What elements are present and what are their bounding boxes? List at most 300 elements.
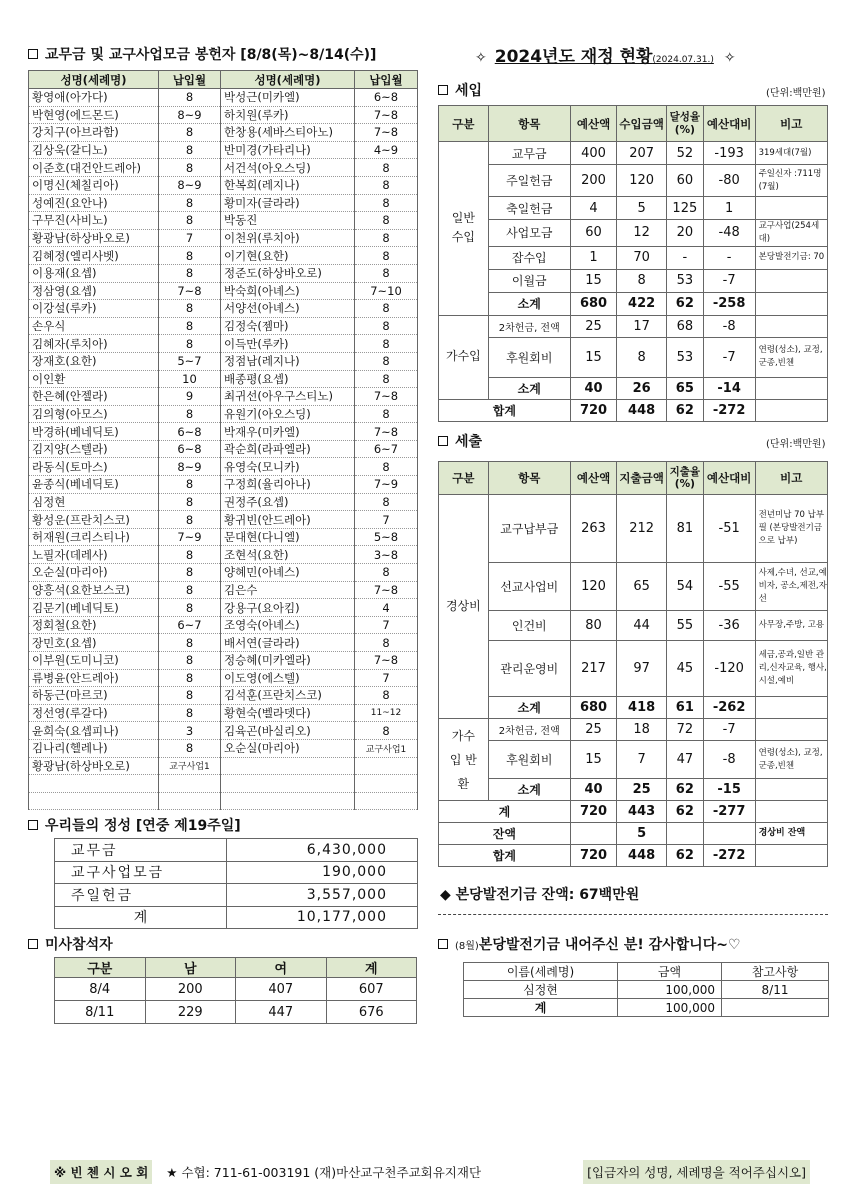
divider: [438, 914, 828, 915]
donor-name: 한은혜(안젤라): [29, 388, 159, 406]
donor-month: 8: [355, 229, 418, 247]
expense-item: 교구납부금: [488, 495, 570, 563]
donor-month: 8: [355, 335, 418, 353]
donor-name: 김은수: [221, 581, 355, 599]
donor-month: 8: [355, 687, 418, 705]
expense-row: [439, 495, 828, 563]
thanks-total-note: [722, 999, 829, 1017]
donor-row: [29, 458, 418, 476]
donor-row: [29, 335, 418, 353]
attendance-title: 미사참석자: [28, 934, 113, 954]
income-group: 일반 수입: [439, 142, 489, 316]
donor-month: 8: [159, 511, 221, 529]
donor-month: 8: [355, 722, 418, 740]
income-actual: 8: [617, 337, 667, 377]
donor-month: 7: [159, 229, 221, 247]
donor-row: [29, 722, 418, 740]
income-actual: 12: [617, 220, 667, 247]
expense-row: [439, 779, 828, 801]
expense-item: 관리운영비: [488, 641, 570, 697]
donor-name: 이강설(루카): [29, 300, 159, 318]
donor-row: [29, 792, 418, 810]
attendance-header: 남: [145, 958, 236, 978]
expense-budget: 40: [570, 779, 616, 801]
donor-month: 8: [159, 247, 221, 265]
donor-month: [355, 775, 418, 793]
expense-diff: -120: [703, 641, 755, 697]
expense-item: 잔액: [439, 823, 571, 845]
donor-name: 반미경(가타리나): [221, 141, 355, 159]
donors-table: [28, 70, 418, 810]
donor-row: [29, 528, 418, 546]
income-budget: 25: [570, 315, 616, 337]
sparkle-icon: ✧: [723, 50, 736, 66]
donor-name: 이기현(요한): [221, 247, 355, 265]
expense-budget: 25: [570, 719, 616, 741]
donor-month: 7~8: [355, 388, 418, 406]
finance-header: [475, 42, 736, 67]
income-diff: -7: [703, 269, 755, 292]
expense-title: 세출: [438, 431, 482, 451]
donor-name: 황성운(프란치스코): [29, 511, 159, 529]
expense-note: 연령(성소), 교정,군종,빈첸: [755, 741, 827, 779]
income-header: 수입금액: [617, 106, 667, 142]
offering-total-label: 계: [55, 906, 227, 929]
donor-row: [29, 247, 418, 265]
donor-name: 서건석(아오스딩): [221, 159, 355, 177]
donor-month: 8: [355, 159, 418, 177]
donor-name: 김나리(헬레나): [29, 739, 159, 757]
income-header-row: [439, 106, 828, 142]
thanks-row: [464, 981, 829, 999]
income-rate: 53: [666, 337, 703, 377]
income-header: 예산액: [570, 106, 616, 142]
thanks-title: (8월) 본당발전기금 내어주신 분! 감사합니다~♡: [438, 934, 741, 954]
footer-account: ★ 수협: 711-61-003191 (재)마산교구천주교회유지재단: [166, 1165, 482, 1180]
donor-name: 정선영(루갈다): [29, 704, 159, 722]
income-budget: 680: [570, 292, 616, 315]
thanks-total-row: [464, 999, 829, 1017]
expense-diff: -262: [703, 697, 755, 719]
income-diff: -193: [703, 142, 755, 165]
offering-label: 교무금: [55, 839, 227, 862]
expense-note: [755, 697, 827, 719]
expense-row: [439, 823, 828, 845]
income-diff: -: [703, 246, 755, 269]
income-item: 잡수입: [488, 246, 570, 269]
donor-name: 박성근(미카엘): [221, 89, 355, 107]
donor-month: 8: [159, 739, 221, 757]
donor-month: 8: [355, 458, 418, 476]
expense-actual: 44: [617, 611, 667, 641]
income-item: 사업모금: [488, 220, 570, 247]
donor-name: 김상욱(갈디노): [29, 141, 159, 159]
thanks-header: 참고사항: [722, 963, 829, 981]
expense-rate: 54: [666, 563, 703, 611]
expense-budget: 120: [570, 563, 616, 611]
expense-note: 사무장,주방, 고용: [755, 611, 827, 641]
expense-actual: 443: [617, 801, 667, 823]
expense-budget: 263: [570, 495, 616, 563]
attendance-date: 8/11: [55, 1001, 146, 1024]
income-unit: (단위:백만원): [766, 88, 826, 99]
thanks-total-label: 계: [464, 999, 618, 1017]
donor-row: [29, 282, 418, 300]
income-actual: 422: [617, 292, 667, 315]
donor-month: 8: [355, 370, 418, 388]
donor-row: [29, 405, 418, 423]
donor-name: [29, 775, 159, 793]
expense-rate: [666, 823, 703, 845]
donor-month: 6~7: [159, 616, 221, 634]
attendance-date: 8/4: [55, 978, 146, 1001]
donor-name: 김문기(베네딕토): [29, 599, 159, 617]
donor-month: 8: [159, 159, 221, 177]
thanks-name: 심정현: [464, 981, 618, 999]
income-row: [439, 269, 828, 292]
income-header: 비고: [755, 106, 827, 142]
donor-name: 황광남(하상바오로): [29, 757, 159, 775]
expense-header: 구분: [439, 462, 489, 495]
donor-month: 8: [159, 599, 221, 617]
income-budget: 400: [570, 142, 616, 165]
donor-name: 이부원(도미니코): [29, 652, 159, 670]
donor-name: [29, 792, 159, 810]
donor-name: 손우식: [29, 317, 159, 335]
donor-name: 곽순희(라파엘라): [221, 440, 355, 458]
donor-month: 7~9: [355, 476, 418, 494]
header-name-1: 성명(세례명): [29, 71, 159, 89]
expense-note: [755, 845, 827, 867]
donor-row: [29, 176, 418, 194]
expense-actual: 65: [617, 563, 667, 611]
income-diff: 1: [703, 197, 755, 220]
offering-amount: 3,557,000: [227, 884, 418, 907]
donor-row: [29, 124, 418, 142]
expense-actual: 97: [617, 641, 667, 697]
donor-month: 7~9: [159, 528, 221, 546]
donor-name: 정삼영(요셉): [29, 282, 159, 300]
donor-month: [355, 757, 418, 775]
donor-name: 배종평(요셉): [221, 370, 355, 388]
expense-note: [755, 779, 827, 801]
donor-month: 10: [159, 370, 221, 388]
donor-month: 5~8: [355, 528, 418, 546]
donor-month: 8: [159, 704, 221, 722]
income-note: [755, 269, 827, 292]
expense-row: [439, 641, 828, 697]
donor-row: [29, 634, 418, 652]
expense-actual: 418: [617, 697, 667, 719]
donor-name: 김혜정(엘리사벳): [29, 247, 159, 265]
expense-header-row: [439, 462, 828, 495]
offering-row: [55, 884, 418, 907]
donor-row: [29, 669, 418, 687]
donor-month: 8: [355, 352, 418, 370]
donor-month: [355, 792, 418, 810]
donor-month: 8: [355, 317, 418, 335]
donor-row: [29, 599, 418, 617]
income-rate: -: [666, 246, 703, 269]
finance-date: (2024.07.31.): [652, 55, 714, 65]
income-budget: 4: [570, 197, 616, 220]
donor-row: [29, 704, 418, 722]
income-header: 예산대비: [703, 106, 755, 142]
expense-item: 소계: [488, 779, 570, 801]
donor-name: 라동식(토마스): [29, 458, 159, 476]
expense-note: [755, 801, 827, 823]
income-title: 세입: [438, 80, 482, 100]
expense-header: 지출율(%): [666, 462, 703, 495]
expense-budget: 720: [570, 845, 616, 867]
income-budget: 1: [570, 246, 616, 269]
attendance-row: [55, 978, 417, 1001]
donor-name: 오순실(마리아): [221, 739, 355, 757]
income-header: 구분: [439, 106, 489, 142]
thanks-amount: 100,000: [618, 981, 722, 999]
attendance-male: 200: [145, 978, 236, 1001]
expense-item: 2차헌금, 전액: [488, 719, 570, 741]
donor-month: 8: [355, 194, 418, 212]
income-note: [755, 197, 827, 220]
offering-amount: 190,000: [227, 861, 418, 884]
donor-row: [29, 775, 418, 793]
income-actual: 8: [617, 269, 667, 292]
checkbox-bullet-icon: [28, 820, 38, 830]
donor-month: 7~8: [355, 106, 418, 124]
expense-row: [439, 697, 828, 719]
donor-name: 조현석(요한): [221, 546, 355, 564]
donor-month: [159, 775, 221, 793]
donor-month: 7~8: [355, 423, 418, 441]
income-note: 319세대(7월): [755, 142, 827, 165]
donor-month: 8: [355, 634, 418, 652]
expense-header: 지출금액: [617, 462, 667, 495]
donor-row: [29, 212, 418, 230]
income-note: [755, 292, 827, 315]
donor-name: 이인환: [29, 370, 159, 388]
donor-month: 6~7: [355, 440, 418, 458]
expense-item: 후원회비: [488, 741, 570, 779]
donor-row: [29, 423, 418, 441]
donor-row: [29, 652, 418, 670]
donor-name: 황귀빈(안드레아): [221, 511, 355, 529]
income-row: [439, 220, 828, 247]
income-actual: 207: [617, 142, 667, 165]
attendance-header: 구분: [55, 958, 146, 978]
donor-name: 유영숙(모니카): [221, 458, 355, 476]
thanks-note: 8/11: [722, 981, 829, 999]
income-item: 합계: [439, 399, 571, 421]
donor-row: [29, 440, 418, 458]
donor-name: 정점남(레지나): [221, 352, 355, 370]
donor-name: 이용재(요셉): [29, 264, 159, 282]
expense-actual: 212: [617, 495, 667, 563]
donor-name: 조영숙(아녜스): [221, 616, 355, 634]
donor-month: 교구사업1: [355, 739, 418, 757]
income-rate: 65: [666, 377, 703, 399]
expense-note: [755, 719, 827, 741]
income-note: [755, 399, 827, 421]
footer-note: [입금자의 성명, 세례명을 적어주십시오]: [583, 1160, 810, 1184]
expense-budget: 80: [570, 611, 616, 641]
donor-name: 권정주(요셉): [221, 493, 355, 511]
donor-name: 김의형(아모스): [29, 405, 159, 423]
expense-item: 계: [439, 801, 571, 823]
donor-row: [29, 616, 418, 634]
donor-month: 8: [159, 141, 221, 159]
offering-row: [55, 839, 418, 862]
donor-month: 8: [159, 264, 221, 282]
expense-note: 경상비 잔액: [755, 823, 827, 845]
income-table: [438, 105, 828, 422]
expense-header: 비고: [755, 462, 827, 495]
donor-name: 장재호(요한): [29, 352, 159, 370]
donor-name: 김지양(스텔라): [29, 440, 159, 458]
donor-name: 문대현(다니엘): [221, 528, 355, 546]
donor-name: 김혜자(루치아): [29, 335, 159, 353]
donor-name: 이득만(루카): [221, 335, 355, 353]
income-budget: 60: [570, 220, 616, 247]
expense-group: 경상비: [439, 495, 489, 719]
donor-row: [29, 564, 418, 582]
donor-name: 장민호(요셉): [29, 634, 159, 652]
donor-month: 8: [159, 335, 221, 353]
income-budget: 200: [570, 165, 616, 197]
donor-month: 7: [355, 669, 418, 687]
donor-name: 배서연(글라라): [221, 634, 355, 652]
expense-row: [439, 741, 828, 779]
donor-name: 정승혜(미카엘라): [221, 652, 355, 670]
income-group: 가수입: [439, 315, 489, 399]
offering-row: [55, 861, 418, 884]
donor-month: 8: [159, 317, 221, 335]
donor-month: 8: [159, 194, 221, 212]
donor-name: 성예진(요안나): [29, 194, 159, 212]
donor-month: 8: [159, 124, 221, 142]
donor-row: [29, 757, 418, 775]
income-budget: 40: [570, 377, 616, 399]
checkbox-bullet-icon: [438, 436, 448, 446]
expense-item: 소계: [488, 697, 570, 719]
income-actual: 5: [617, 197, 667, 220]
donor-name: 황미자(글라라): [221, 194, 355, 212]
income-note: [755, 377, 827, 399]
expense-budget: 217: [570, 641, 616, 697]
donor-month: 8: [159, 669, 221, 687]
donor-month: 6~8: [159, 423, 221, 441]
donor-name: 구정희(율리아나): [221, 476, 355, 494]
donor-name: 강용구(요아킴): [221, 599, 355, 617]
expense-item: 인건비: [488, 611, 570, 641]
donor-month: 5~7: [159, 352, 221, 370]
expense-unit: (단위:백만원): [766, 439, 826, 450]
donor-month: 3: [159, 722, 221, 740]
attendance-table: [54, 957, 417, 1024]
attendance-female: 447: [236, 1001, 327, 1024]
expense-actual: 5: [617, 823, 667, 845]
donor-row: [29, 739, 418, 757]
checkbox-bullet-icon: [438, 939, 448, 949]
income-row: [439, 399, 828, 421]
donor-month: 8: [159, 89, 221, 107]
header-name-2: 성명(세례명): [221, 71, 355, 89]
attendance-total: 607: [326, 978, 417, 1001]
expense-row: [439, 845, 828, 867]
offering-total-amount: 10,177,000: [227, 906, 418, 929]
checkbox-bullet-icon: [28, 939, 38, 949]
donor-name: 노필자(데레사): [29, 546, 159, 564]
donor-month: 7~8: [159, 282, 221, 300]
donor-month: 8: [355, 247, 418, 265]
donor-month: 8~9: [159, 176, 221, 194]
income-diff: -14: [703, 377, 755, 399]
donor-name: 구무진(사비노): [29, 212, 159, 230]
attendance-male: 229: [145, 1001, 236, 1024]
income-note: 교구사업(254세대): [755, 220, 827, 247]
donor-name: 정회철(요한): [29, 616, 159, 634]
donor-name: 박동진: [221, 212, 355, 230]
donor-name: 박재우(미카엘): [221, 423, 355, 441]
donor-name: 양혜민(아녜스): [221, 564, 355, 582]
donor-name: 유원기(아오스딩): [221, 405, 355, 423]
donor-month: 교구사업1: [159, 757, 221, 775]
thanks-header: 이름(세례명): [464, 963, 618, 981]
income-row: [439, 292, 828, 315]
expense-rate: 55: [666, 611, 703, 641]
header-month-2: 납입월: [355, 71, 418, 89]
income-budget: 720: [570, 399, 616, 421]
income-item: 2차헌금, 전액: [488, 315, 570, 337]
attendance-row: [55, 1001, 417, 1024]
income-note: 본당발전기금: 70: [755, 246, 827, 269]
donor-month: 8: [355, 264, 418, 282]
donor-name: 김육곤(바실리오): [221, 722, 355, 740]
expense-diff: -8: [703, 741, 755, 779]
donor-month: 8: [159, 581, 221, 599]
income-item: 소계: [488, 292, 570, 315]
donor-month: 4: [355, 599, 418, 617]
thanks-header: 금액: [618, 963, 722, 981]
donor-row: [29, 388, 418, 406]
expense-diff: -36: [703, 611, 755, 641]
expense-note: 세금,공과,일반 관리,신자교육, 행사,시설,예비: [755, 641, 827, 697]
donor-name: 류병윤(안드레아): [29, 669, 159, 687]
expense-actual: 18: [617, 719, 667, 741]
income-diff: -272: [703, 399, 755, 421]
donor-month: 7~8: [355, 581, 418, 599]
expense-diff: -277: [703, 801, 755, 823]
donor-name: 하동근(마르코): [29, 687, 159, 705]
income-rate: 62: [666, 292, 703, 315]
income-item: 교무금: [488, 142, 570, 165]
thanks-total-amount: 100,000: [618, 999, 722, 1017]
donor-month: 7~10: [355, 282, 418, 300]
offerings-title: 우리들의 정성 [연중 제19주일]: [28, 815, 241, 835]
expense-rate: 45: [666, 641, 703, 697]
donor-row: [29, 300, 418, 318]
donor-month: 8: [159, 564, 221, 582]
offering-label: 교구사업모금: [55, 861, 227, 884]
donor-name: 하치원(루카): [221, 106, 355, 124]
donor-name: 윤희숙(요셉피나): [29, 722, 159, 740]
expense-header: 항목: [488, 462, 570, 495]
donors-title: 교무금 및 교구사업모금 봉헌자 [8/8(목)~8/14(수)]: [28, 44, 376, 64]
income-row: [439, 142, 828, 165]
donor-name: 박경하(베네딕토): [29, 423, 159, 441]
donor-month: 8: [159, 652, 221, 670]
expense-rate: 62: [666, 801, 703, 823]
